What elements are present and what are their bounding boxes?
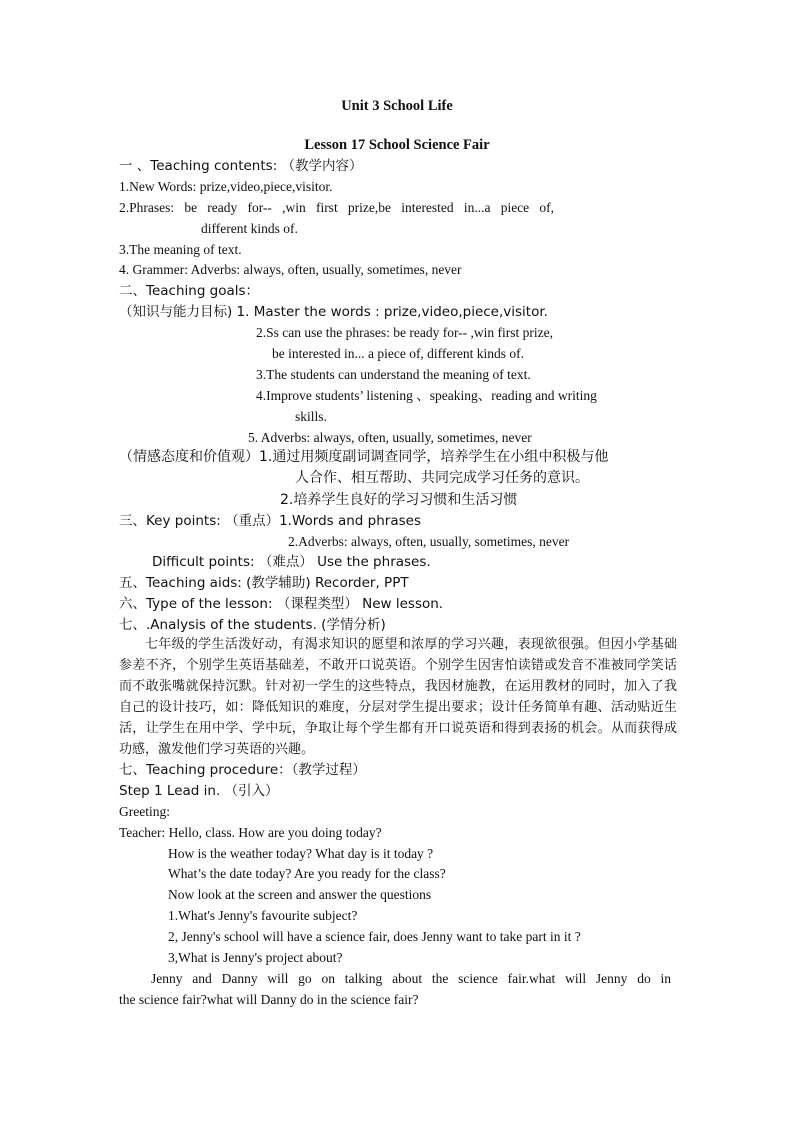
- teacher-line-1: Teacher: Hello, class. How are you doing today?: [119, 825, 382, 840]
- goal-knowledge-5: 5. Adverbs: always, often, usually, sometimes, never: [248, 430, 532, 445]
- goal-knowledge-2: 2.Ss can use the phrases: be ready for-- ,win first prize,: [256, 325, 554, 340]
- goal-knowledge-1: （知识与能力目标) 1. Master the words : prize,video,piece,visitor.: [119, 304, 548, 320]
- teacher-line-4: Now look at the screen and answer the questions: [168, 887, 432, 902]
- goal-knowledge-4-cont: skills.: [295, 409, 327, 424]
- section-teaching-aids: 五、Teaching aids: (教学辅助) Recorder, PPT: [119, 575, 409, 591]
- question-1: 1.What's Jenny's favourite subject?: [168, 908, 358, 923]
- section-student-analysis: 七、.Analysis of the students. (学情分析): [119, 617, 386, 633]
- key-points-2: 2.Adverbs: always, often, usually, sometimes, never: [288, 534, 570, 549]
- grammer-line: 4. Grammer: Adverbs: always, often, usually, sometimes, never: [119, 262, 462, 277]
- closing-line-2: the science fair?what will Danny do in the science fair?: [119, 992, 419, 1007]
- student-analysis-paragraph: 七年级的学生活泼好动，有渴求知识的愿望和浓厚的学习兴趣，表现欲很强。但因小学基础参差不齐，个别学生英语基础差，不敢开口说英语。个别学生因害怕读错或发音不准被同学笑话而不敢张嘴就保持沉默。针对初一学生的这些特点，我因材施教，在运用教材的同时，加入了我自己的设计技巧，如：降低知识的难度，分层对学生提出要求；设计任务简单有趣、活动贴近生活，让学生在用中学、学中玩，争取让每个学生都有开口说英语和得到表扬的机会。从而获得成功感，激发他们学习英语的兴趣。: [119, 637, 677, 757]
- section-lesson-type: 六、Type of the lesson: （课程类型） New lesson.: [119, 596, 444, 612]
- section-key-points: 三、Key points: （重点）1.Words and phrases: [119, 513, 421, 529]
- unit-title: Unit 3 School Life: [341, 98, 453, 114]
- difficult-points: Difficult points: （难点） Use the phrases.: [152, 554, 431, 570]
- greeting-label: Greeting:: [119, 804, 170, 819]
- section-teaching-procedure: 七、Teaching procedure：（教学过程）: [119, 762, 366, 778]
- question-3: 3,What is Jenny's project about?: [168, 950, 343, 965]
- goal-emotion-1-cont: 人合作、相互帮助、共同完成学习任务的意识。: [295, 470, 589, 486]
- lesson-title: Lesson 17 School Science Fair: [304, 137, 490, 153]
- new-words-line: 1.New Words: prize,video,piece,visitor.: [119, 179, 333, 194]
- goal-knowledge-4: 4.Improve students’ listening 、speaking、reading and writing: [256, 388, 597, 403]
- teacher-line-3: What’s the date today? Are you ready for the class?: [168, 866, 446, 881]
- section-teaching-contents: 一 、Teaching contents: （教学内容）: [119, 158, 363, 174]
- section-teaching-goals: 二、Teaching goals：: [119, 283, 260, 299]
- meaning-line: 3.The meaning of text.: [119, 242, 242, 257]
- closing-line-1: Jenny and Danny will go on talking about the science fair.what will Jenny do in: [151, 971, 671, 986]
- goal-knowledge-2-cont: be interested in... a piece of, different kinds of.: [272, 346, 525, 361]
- goal-emotion-2: 2.培养学生良好的学习习惯和生活习惯: [280, 492, 518, 508]
- phrases-line: 2.Phrases: be ready for-- ,win first prize,be interested in...a piece of,: [119, 200, 554, 215]
- step-1-lead-in: Step 1 Lead in. （引入）: [119, 783, 279, 799]
- teacher-line-2: How is the weather today? What day is it today ?: [168, 846, 434, 861]
- goal-knowledge-3: 3.The students can understand the meaning of text.: [256, 367, 531, 382]
- goal-emotion-1: （情感态度和价值观）1.通过用频度副词调查同学，培养学生在小组中积极与他: [119, 449, 609, 465]
- question-2: 2, Jenny's school will have a science fair, does Jenny want to take part in it ?: [168, 929, 581, 944]
- phrases-line-cont: different kinds of.: [201, 221, 298, 236]
